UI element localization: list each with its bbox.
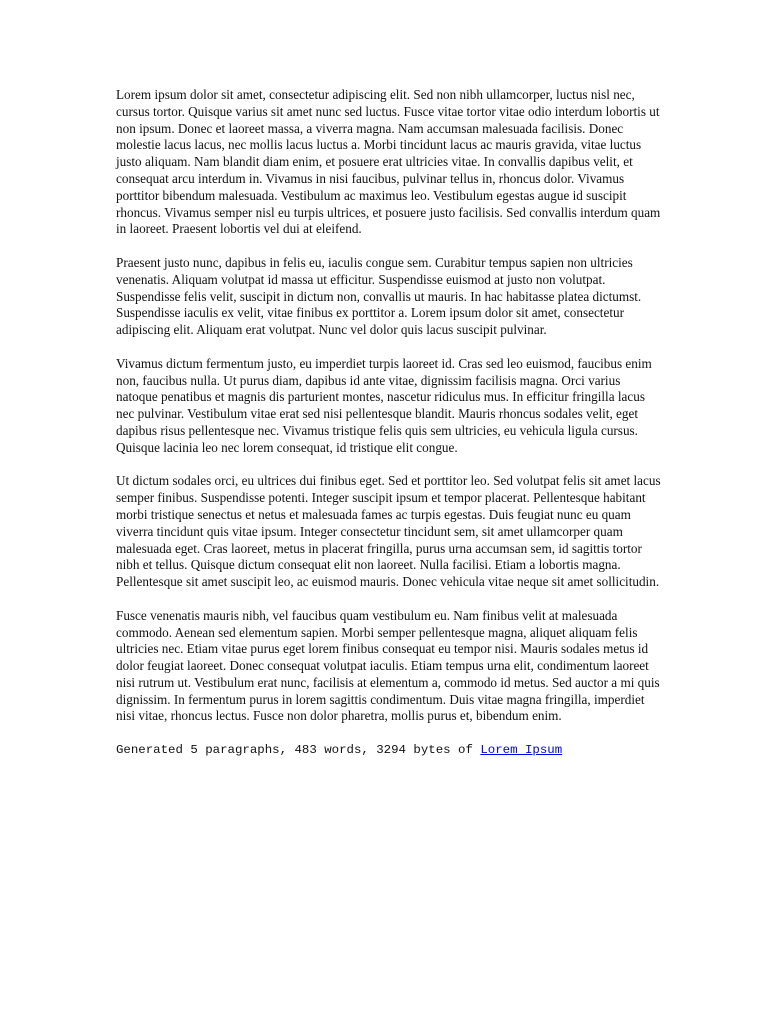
paragraph-1: Lorem ipsum dolor sit amet, consectetur adipiscing elit. Sed non nibh ullamcorper, luctus nisl nec, cursus tortor. Quisque varius sit amet nunc sed luctus. Fusce vitae tortor vitae odio interdum lobortis ut non ipsum. Donec et laoreet massa, a viverra magna. Nam accumsan malesuada facilisis. Donec molestie lacus lacus, nec mollis lacus luctus a. Morbi tincidunt lacus ac mauris gravida, vitae luctus justo aliquam. Nam blandit diam enim, et posuere erat ultricies vitae. In convallis dapibus velit, et consequat arcu interdum in. Vivamus in nisi faucibus, pulvinar tellus in, rhoncus dolor. Vivamus porttitor bibendum malesuada. Vestibulum ac maximus leo. Vestibulum egestas augue id suscipit rhoncus. Vivamus semper nisl eu turpis ultrices, et posuere justo facilisis. Sed convallis interdum quam in laoreet. Praesent lobortis vel dui at eleifend.: [116, 87, 661, 237]
generation-summary: [116, 742, 661, 758]
generation-summary-text: Generated 5 paragraphs, 483 words, 3294 bytes of: [116, 743, 481, 758]
paragraph-3: Vivamus dictum fermentum justo, eu imperdiet turpis laoreet id. Cras sed leo euismod, faucibus enim non, faucibus nulla. Ut purus diam, dapibus id ante vitae, dignissim facilisis magna. Orci varius natoque penatibus et magnis dis parturient montes, nascetur ridiculus mus. In efficitur fringilla lacus nec pulvinar. Vestibulum vitae erat sed nisi pellentesque blandit. Mauris rhoncus sodales velit, eget dapibus risus pellentesque nec. Vivamus tristique felis quis sem ultricies, eu vehicula ligula cursus. Quisque lacinia leo nec lorem consequat, id tristique elit congue.: [116, 355, 652, 455]
lorem-ipsum-link[interactable]: Lorem Ipsum: [480, 743, 563, 758]
paragraph-2: Praesent justo nunc, dapibus in felis eu, iaculis congue sem. Curabitur tempus sapien non ultricies venenatis. Aliquam volutpat id massa ut efficitur. Suspendisse euismod at justo non volutpat. Suspendisse felis velit, suscipit in dictum non, convallis ut mauris. In hac habitasse platea dictumst. Suspendisse iaculis ex velit, vitae finibus ex porttitor a. Lorem ipsum dolor sit amet, consectetur adipiscing elit. Aliquam erat volutpat. Nunc vel dolor quis lacus suscipit pulvinar.: [116, 254, 642, 338]
paragraph-5: Fusce venenatis mauris nibh, vel faucibus quam vestibulum eu. Nam finibus velit at malesuada commodo. Aenean sed elementum sapien. Morbi semper pellentesque magna, aliquet aliquam felis ultricies nec. Etiam vitae purus eget lorem finibus consequat eu tempor nisi. Mauris sodales metus id dolor feugiat laoreet. Donec consequat volutpat iaculis. Etiam tempus urna elit, condimentum laoreet nisi rutrum ut. Vestibulum erat nunc, facilisis at elementum a, commodo id metus. Sed auctor a mi quis dignissim. In fermentum purus in lorem sagittis condimentum. Duis vitae magna fringilla, imperdiet nisi vitae, rhoncus lectus. Fusce non dolor pharetra, mollis purus et, bibendum enim.: [116, 607, 660, 724]
lorem-ipsum-output: [116, 87, 661, 758]
paragraph-4: Ut dictum sodales orci, eu ultrices dui finibus eget. Sed et porttitor leo. Sed volutpat felis sit amet lacus semper finibus. Suspendisse potenti. Integer suscipit ipsum et tempor placerat. Pellentesque habitant morbi tristique senectus et netus et malesuada fames ac turpis egestas. Duis feugiat nunc eu quam viverra tincidunt quis vitae ipsum. Integer consectetur tincidunt sem, sit amet ullamcorper quam malesuada eget. Cras laoreet, metus in placerat fringilla, purus urna accumsan sem, id sagittis tortor nibh et tellus. Quisque dictum consequat elit non laoreet. Nulla facilisi. Etiam a lobortis magna. Pellentesque sit amet suscipit leo, ac euismod mauris. Donec vehicula vitae neque sit amet sollicitudin.: [116, 473, 661, 590]
